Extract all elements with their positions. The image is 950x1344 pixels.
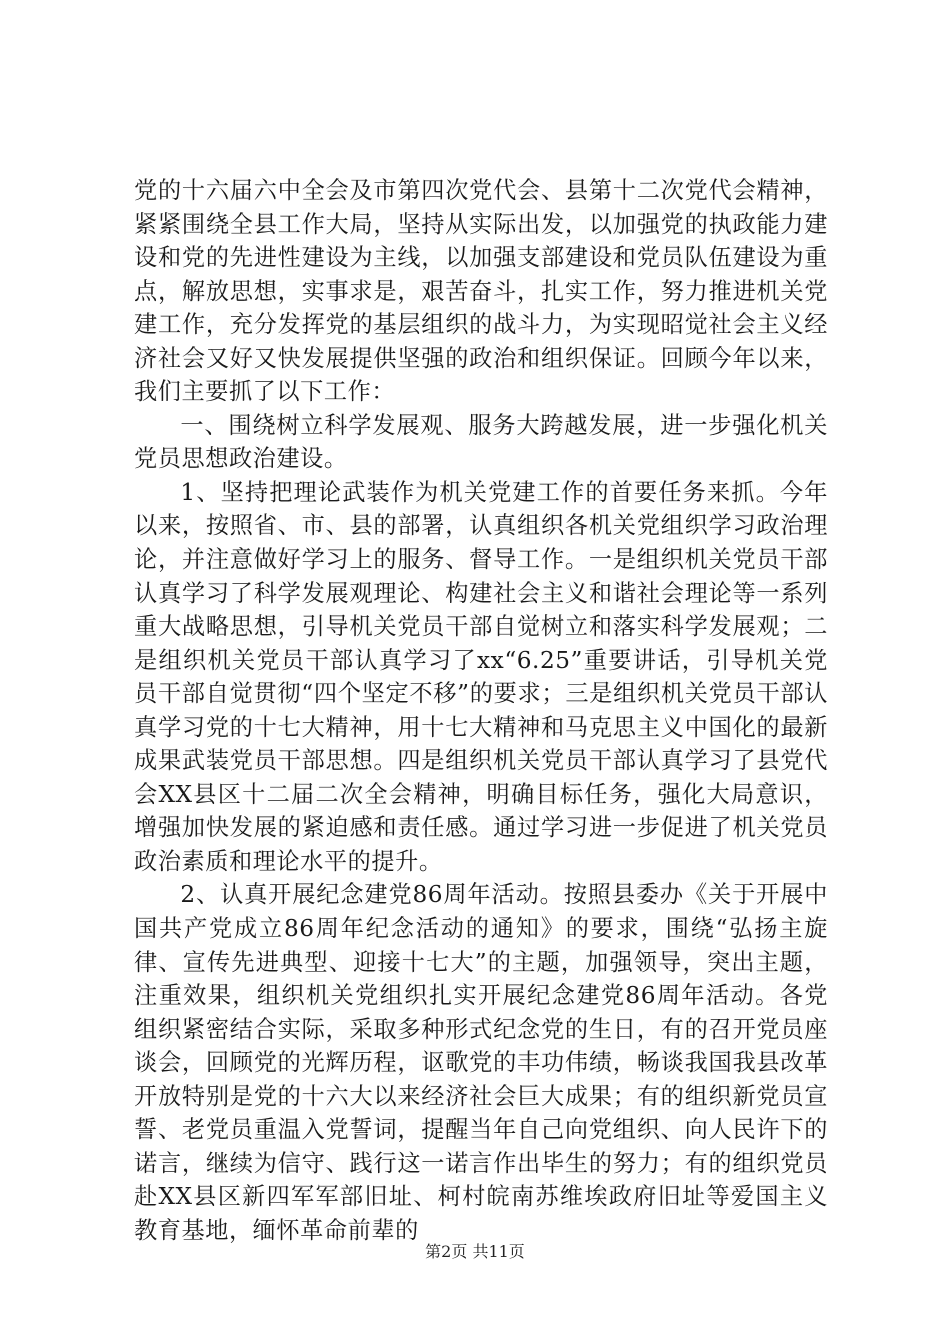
- paragraph-2-heading: 一、围绕树立科学发展观、服务大跨越发展，进一步强化机关党员思想政治建设。: [134, 411, 828, 473]
- paragraph-1: 党的十六届六中全会及市第四次党代会、县第十二次党代会精神，紧紧围绕全县工作大局，坚持从实际出发，以加强党的执政能力建设和党的先进性建设为主线，以加强支部建设和党员队伍建设为重点，解放思想，实事求是，艰苦奋斗，扎实工作，努力推进机关党建工作，充分发挥党的基层组织的战斗力，为实现昭觉社会主义经济社会又好又快发展提供坚强的政治和组织保证。回顾今年以来，我们主要抓了以下工作：: [134, 177, 828, 406]
- page-number-footer: 第2页 共11页: [425, 1242, 525, 1261]
- paragraph-4: 2、认真开展纪念建党86周年活动。按照县委办《关于开展中国共产党成立86周年纪念活动的通知》的要求，围绕“弘扬主旋律、宣传先进典型、迎接十七大”的主题，加强领导，突出主题，注重效果，组织机关党组织扎实开展纪念建党86周年活动。各党组织紧密结合实际，采取多种形式纪念党的生日，有的召开党员座谈会，回顾党的光辉历程，讴歌党的丰功伟绩，畅谈我国我县改革开放特别是党的十六大以来经济社会巨大成果；有的组织新党员宣誓、老党员重温入党誓词，提醒当年自己向党组织、向人民许下的诺言，继续为信守、践行这一诺言作出毕生的努力；有的组织党员赴XX县区新四军军部旧址、柯村皖南苏维埃政府旧址等爱国主义教育基地，缅怀革命前辈的: [134, 881, 828, 1244]
- paragraph-3: 1、坚持把理论武装作为机关党建工作的首要任务来抓。今年以来，按照省、市、县的部署，认真组织各机关党组织学习政治理论，并注意做好学习上的服务、督导工作。一是组织机关党员干部认真学习了科学发展观理论、构建社会主义和谐社会理论等一系列重大战略思想，引导机关党员干部自觉树立和落实科学发展观；二是组织机关党员干部认真学习了xx“6.25”重要讲话，引导机关党员干部自觉贯彻“四个坚定不移”的要求；三是组织机关党员干部认真学习党的十七大精神，用十七大精神和马克思主义中国化的最新成果武装党员干部思想。四是组织机关党员干部认真学习了县党代会XX县区十二届二次全会精神，明确目标任务，强化大局意识，增强加快发展的紧迫感和责任感。通过学习进一步促进了机关党员政治素质和理论水平的提升。: [134, 478, 828, 875]
- document-body: [134, 174, 828, 1248]
